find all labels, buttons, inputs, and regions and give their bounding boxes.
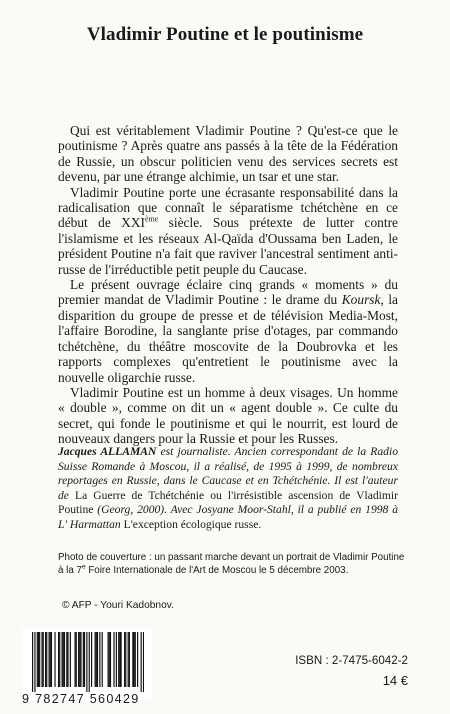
bio-book-title-2: L'exception écologique russe. (123, 517, 262, 531)
barcode-bar (89, 632, 90, 692)
barcode-bar (84, 632, 85, 687)
book-title: Vladimir Poutine et le poutinisme (86, 24, 364, 45)
barcode-bar (129, 632, 130, 687)
barcode-bar (110, 632, 111, 687)
barcode-bar (113, 632, 114, 687)
barcode-bar (76, 632, 77, 687)
barcode-bars (32, 632, 144, 692)
barcode-bar (102, 632, 103, 687)
barcode-bar (66, 632, 67, 687)
barcode-bar (37, 632, 38, 687)
cover-photo-caption (58, 551, 408, 577)
barcode-bar (128, 632, 129, 687)
barcode-bar (58, 632, 59, 687)
photo-caption-superscript: e (81, 563, 86, 571)
barcode-bar (34, 632, 35, 692)
barcode-bar (51, 632, 52, 687)
barcode-bar (67, 632, 68, 687)
blurb-paragraph-4: Vladimir Poutine est un homme à deux visages. Un homme « double », comme on dit un « agent double ». Ce culte du secret, qui fonde le poutinisme et qui le nourrit, est lourd de nouveaux dangers pour la Russie et pour les Russes. (58, 384, 398, 447)
barcode-bar (121, 632, 122, 687)
barcode-bar (63, 632, 64, 687)
barcode-number: 9 782747 560429 (22, 692, 140, 706)
barcode-bar (74, 632, 75, 687)
barcode-bar (116, 632, 117, 687)
barcode-bar (83, 632, 84, 687)
barcode-bar (80, 632, 81, 687)
author-bio (58, 445, 398, 533)
photo-credit: © AFP - Youri Kadobnov. (62, 600, 174, 611)
barcode-bar (91, 632, 92, 687)
blurb-paragraph-3 (58, 277, 398, 385)
barcode-bar (54, 632, 55, 687)
author-name: Jacques ALLAMAN (58, 445, 157, 458)
barcode-bar (97, 632, 98, 687)
barcode-bar (96, 632, 97, 687)
blurb-p2-superscript: ème (144, 214, 159, 224)
barcode-bar (124, 632, 125, 687)
photo-caption-text-rest: Foire Internationale de l'Art de Moscou le 5 décembre 2003. (85, 565, 349, 576)
barcode-bar (108, 632, 109, 687)
barcode-bar (64, 632, 65, 687)
barcode-bar (50, 632, 51, 687)
barcode-bar (39, 632, 40, 687)
photo-caption-text: Photo de couverture : un passant marche devant un portrait de Vladimir Poutine à la 7 (58, 552, 405, 576)
barcode-bar (38, 632, 39, 687)
barcode-bar (99, 632, 100, 687)
barcode-bar (43, 632, 44, 687)
barcode-bar (141, 632, 142, 692)
barcode-bar (95, 632, 96, 687)
blurb-p3-italic: Koursk (341, 292, 381, 308)
barcode-bar (59, 632, 60, 687)
barcode-bar (118, 632, 119, 687)
blurb-paragraph-2 (58, 185, 398, 277)
barcode-bar (86, 632, 87, 692)
barcode-bar (41, 632, 42, 687)
barcode-bar (79, 632, 80, 687)
barcode-bar (70, 632, 71, 687)
bio-text-2: (Georg, 2000). Avec Josyane Moor-Stahl, il a publié en 1998 à L' Harmattan (58, 503, 398, 531)
barcode-bar (46, 632, 47, 687)
blurb-paragraph-1: Qui est véritablement Vladimir Poutine ? Qu'est-ce que le poutinisme ? Après quatre ans passés à la tête de la Fédération de Russie, un obscur politicien venu des services secrets est devenu, par une étrange alchimie, un tsar et une star. (58, 123, 398, 185)
isbn: ISBN : 2-7475-6042-2 (295, 654, 408, 667)
blurb-p3-text: Le présent ouvrage éclaire cinq grands « moments » du premier mandat de Vladimir Poutine : le drame du (58, 277, 398, 308)
barcode-bar (109, 632, 110, 687)
barcode-bar (49, 632, 50, 687)
barcode-bar (119, 632, 120, 687)
barcode-bar (143, 632, 144, 692)
back-cover-blurb (58, 123, 398, 447)
barcode (22, 628, 152, 706)
barcode-bar (45, 632, 46, 687)
barcode-bar (135, 632, 136, 687)
blurb-p3-text-rest: , la disparition du groupe de presse et de télévision Media-Most, l'affaire Borodine, la sanglante prise d'otages, par commando tchétchène, du théâtre moscovite de la Doubrovka et les rapports complexes qu'entretient le poutinisme avec la nouvelle oligarchie russe. (58, 292, 398, 385)
barcode-bar (137, 632, 138, 687)
blurb-p2-text-rest: siècle. Sous prétexte de lutter contre l'islamisme et les réseaux Al-Qaïda d'Oussama ben Laden, le président Poutine n'a fait que raviver l'ancestral sentiment anti-russe de l'irréductible petit peuple du Caucase. (58, 215, 398, 277)
bio-text-1: est journaliste. Ancien correspondant de la Radio Suisse Romande à Moscou, il a réalisé, de 1995 à 1999, de nombreux reportages en Russie, dans le Caucase et en Tchétchénie. Il est l'auteur de (58, 445, 399, 502)
barcode-bar (132, 632, 133, 687)
price: 14 € (382, 673, 408, 688)
barcode-bar (32, 632, 33, 692)
blurb-p2-text: Vladimir Poutine porte une écrasante responsabilité dans la radicalisation que connaît le séparatisme tchétchène en ce début de XXI (58, 184, 398, 231)
bio-book-title-1: La Guerre de Tchétchénie ou l'irrésistible ascension de Vladimir Poutine (58, 488, 398, 517)
barcode-bar (125, 632, 126, 687)
barcode-bar (133, 632, 134, 687)
barcode-bar (62, 632, 63, 687)
barcode-bar (78, 632, 79, 687)
